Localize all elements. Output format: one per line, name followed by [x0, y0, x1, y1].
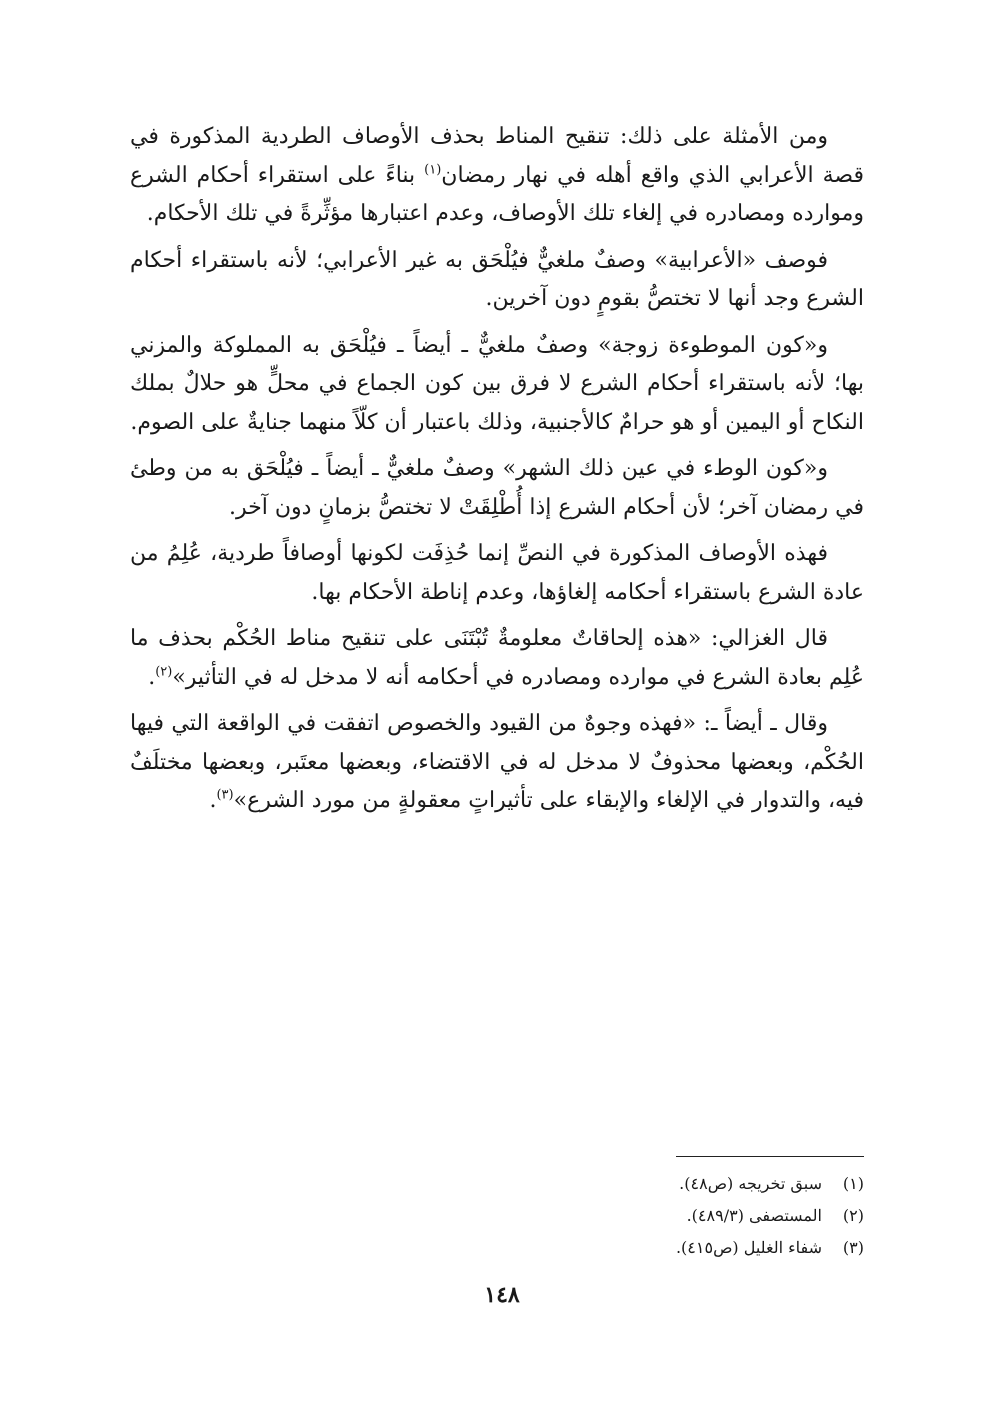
paragraph-5-text: فهذه الأوصاف المذكورة في النصِّ إنما حُذِفَت لكونها أوصافاً طردية، عُلِمُ من عادة الشرع باستقراء أحكامه إلغاؤها، وعدم إناطة الأحكام بها. [130, 541, 864, 605]
paragraph-1-text-cont: بناءً على استقراء أحكام الشرع وموارده ومصادره في إلغاء تلك الأوصاف، وعدم اعتبارها مؤثِّرةً في تلك الأحكام. [130, 162, 864, 226]
paragraph-6 [130, 620, 864, 697]
footnote-number: (١) [842, 1174, 864, 1193]
footnote-2 [500, 1200, 864, 1232]
main-text [130, 118, 864, 829]
paragraph-6-text: قال الغزالي: «هذه إلحاقاتٌ معلومةٌ تُبْتَنَى على تنقيح مناط الحُكْم بحذف ما عُلِم بعادة الشرع في موارده ومصادره في أحكامه أنه لا مدخل له في التأثير» [130, 626, 864, 690]
footnote-text: شفاء الغليل (ص٤١٥). [675, 1238, 822, 1257]
paragraph-2-text: فوصف «الأعرابية» وصفٌ ملغيٌّ فيُلْحَق به غير الأعرابي؛ لأنه باستقراء أحكام الشرع وجد أنها لا تختصُّ بقومٍ دون آخرين. [130, 247, 864, 311]
paragraph-4-text: و«كون الوطء في عين ذلك الشهر» وصفٌ ملغيٌّ ـ أيضاً ـ فيُلْحَق به من وطئ في رمضان آخر؛ لأن أحكام الشرع إذا أُطْلِقَتْ لا تختصُّ بزمانٍ دون آخر. [130, 456, 864, 520]
footnote-ref-3: (٣) [216, 787, 234, 803]
paragraph-5 [130, 535, 864, 612]
paragraph-6-text-cont: . [148, 664, 156, 690]
paragraph-7-text: وقال ـ أيضاً ـ: «فهذه وجوهٌ من القيود والخصوص اتفقت في الواقعة التي فيها الحُكْم، وبعضها محذوفٌ لا مدخل له في الاقتضاء، وبعضها معتَبر، وبعضها مختلَفٌ فيه، والتدوار في الإلغاء والإبقاء على تأثيراتٍ معقولةٍ من مورد الشرع» [130, 711, 864, 813]
footnote-divider [676, 1156, 864, 1157]
footnote-number: (٣) [842, 1238, 864, 1257]
footnote-text: سبق تخريجه (ص٤٨). [679, 1174, 822, 1193]
footnote-3 [500, 1232, 864, 1264]
paragraph-7-text-cont: . [209, 788, 217, 813]
footnote-ref-1: (١) [424, 162, 442, 178]
paragraph-7 [130, 705, 864, 821]
footnote-number: (٢) [842, 1206, 864, 1225]
page-number: ١٤٨ [484, 1282, 520, 1308]
paragraph-2 [130, 242, 864, 319]
footnotes [500, 1168, 864, 1264]
footnote-ref-2: (٢) [155, 664, 173, 680]
paragraph-1 [130, 118, 864, 234]
footnote-1 [500, 1168, 864, 1200]
footnote-text: المستصفى (٤٨٩/٣). [686, 1206, 822, 1225]
paragraph-4 [130, 450, 864, 527]
paragraph-3 [130, 327, 864, 443]
paragraph-1-text: ومن الأمثلة على ذلك: تنقيح المناط بحذف الأوصاف الطردية المذكورة في قصة الأعرابي الذي واقع أهله في نهار رمضان [130, 124, 865, 188]
paragraph-3-text: و«كون الموطوءة زوجة» وصفٌ ملغيٌّ ـ أيضاً ـ فيُلْحَق به المملوكة والمزني بها؛ لأنه باستقراء أحكام الشرع لا فرق بين كون الجماع في محلٍّ هو حلالٌ بملك النكاح أو اليمين أو هو حرامٌ كالأجنبية، وذلك باعتبار أن كلّاً منهما جنايةٌ على الصوم. [130, 332, 864, 435]
